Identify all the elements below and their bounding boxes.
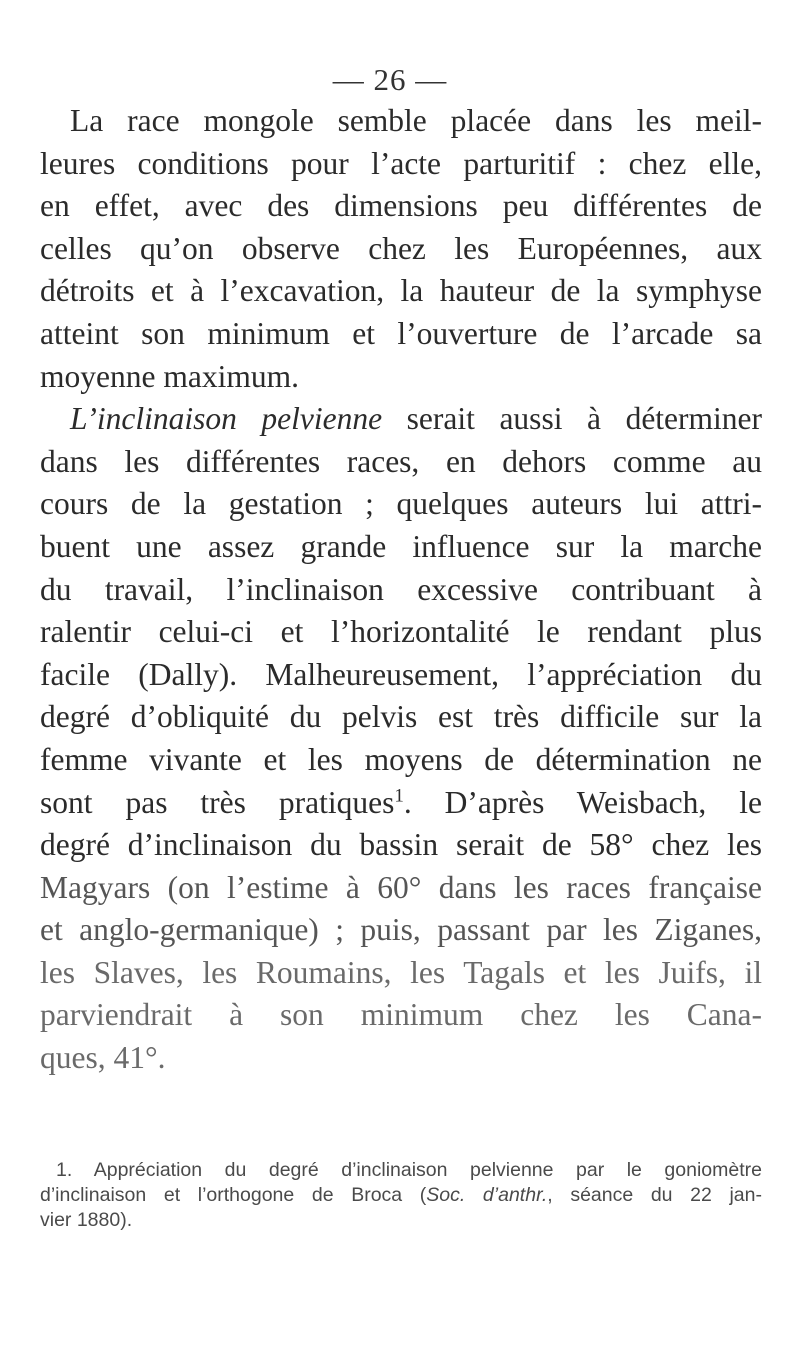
text-line: ralentir celui-ci et l’horizontalité le rendant plus <box>40 614 762 650</box>
text-line: du travail, l’inclinaison excessive contribuant à <box>40 571 762 607</box>
text-line: facile (Dally). Malheureusement, l’appréciation du <box>40 656 762 692</box>
text-line: cours de la gestation ; quelques auteurs lui attri- <box>40 486 762 522</box>
paragraph-pelvic-inclination <box>40 398 762 1080</box>
text-line: buent une assez grande influence sur la marche <box>40 528 762 564</box>
main-text <box>40 100 762 1080</box>
text-line: La race mongole semble placée dans les meil- <box>70 103 762 138</box>
footnote-reference: 1 <box>394 785 404 806</box>
text-line: les Slaves, les Roumains, les Tagals et les Juifs, il <box>40 954 762 990</box>
text-fragment: , séance du 22 jan- <box>547 1184 762 1206</box>
text-line: atteint son minimum et l’ouverture de l’arcade sa <box>40 315 762 351</box>
text-fragment: sont pas très pratiques <box>40 784 395 820</box>
text-line: ques, 41°. <box>40 1040 166 1076</box>
paragraph-mongol-race <box>40 100 762 398</box>
text-line: et anglo-germanique) ; puis, passant par les Ziganes, <box>40 912 762 948</box>
page-number: — 26 — <box>332 62 448 97</box>
text-line: dans les différentes races, en dehors comme au <box>40 443 762 479</box>
text-fragment: . D’après Weisbach, le <box>403 784 762 820</box>
footnote-line <box>40 1183 762 1208</box>
text-line <box>40 398 762 441</box>
text-line: degré d’obliquité du pelvis est très difficile sur la <box>40 699 762 735</box>
text-line: degré d’inclinaison du bassin serait de 58° chez les <box>40 827 762 863</box>
footnote-line: 1. Appréciation du degré d’inclinaison pelvienne par le goniomètre <box>56 1159 762 1181</box>
footnote-line: vier 1880). <box>40 1209 133 1231</box>
citation-title: Soc. d’anthr. <box>426 1184 548 1206</box>
text-fragment: serait aussi à déterminer <box>382 401 763 437</box>
text-fragment: d’inclinaison et l’orthogone de Broca ( <box>40 1184 427 1206</box>
text-line: parviendrait à son minimum chez les Cana- <box>40 997 762 1033</box>
footnote <box>40 1158 762 1233</box>
emphasis-term: L’inclinaison pelvienne <box>70 401 383 437</box>
text-line: leures conditions pour l’acte parturitif : chez elle, <box>40 145 762 181</box>
text-line: celles qu’on observe chez les Européennes, aux <box>40 230 762 266</box>
text-line: moyenne maximum. <box>40 358 299 394</box>
text-line <box>40 782 762 825</box>
text-line: Magyars (on l’estime à 60° dans les races française <box>40 869 762 905</box>
text-line: détroits et à l’excavation, la hauteur de la symphyse <box>40 273 762 309</box>
text-line: en effet, avec des dimensions peu différentes de <box>40 188 762 224</box>
text-line: femme vivante et les moyens de détermination ne <box>40 741 762 777</box>
